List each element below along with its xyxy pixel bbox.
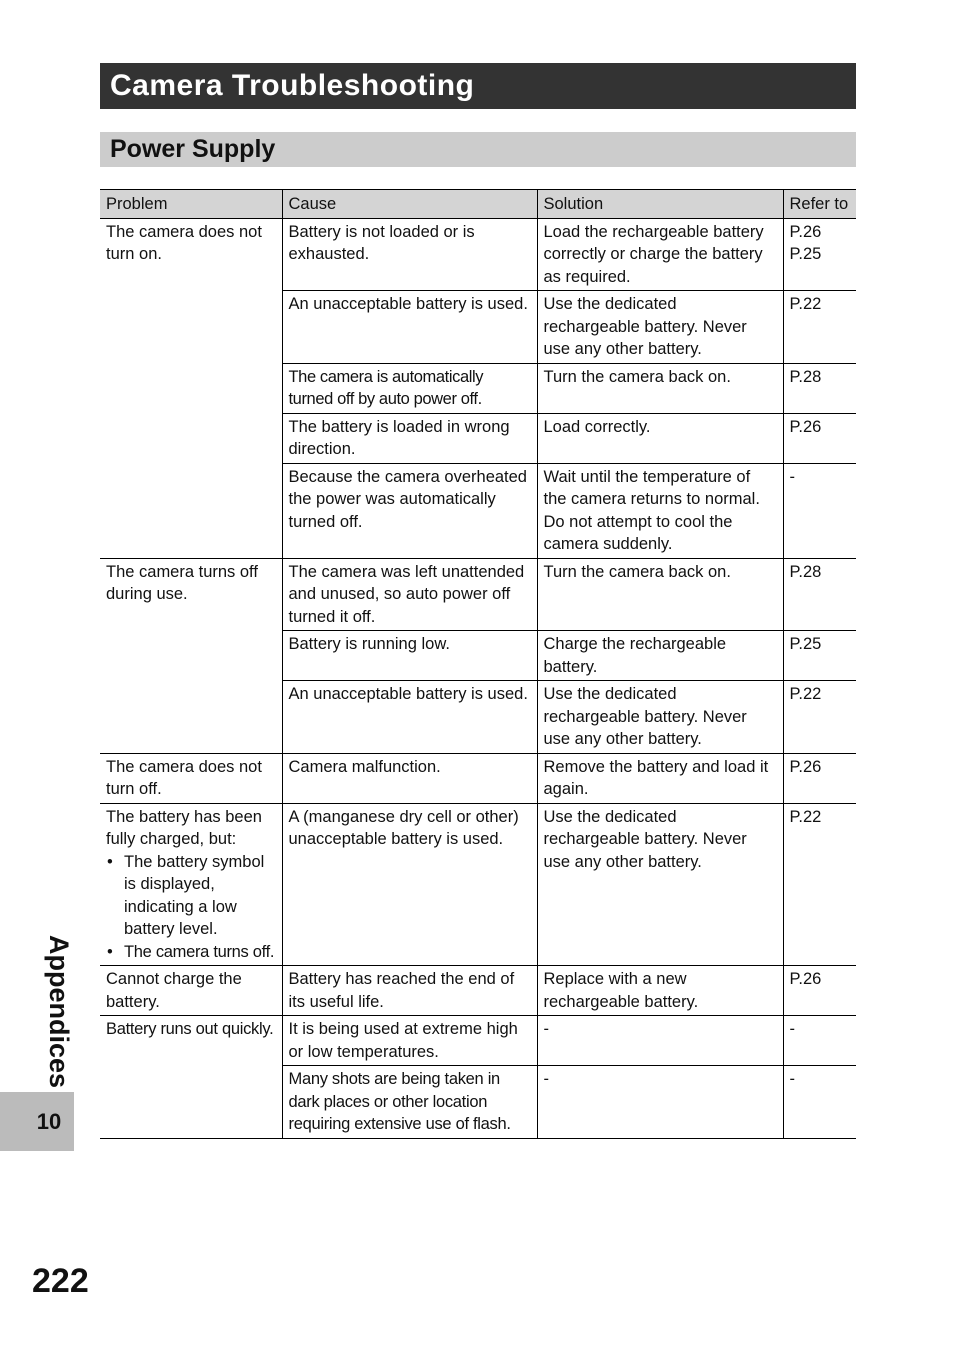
cause-cell: Battery is not loaded or is exhausted. [282, 218, 537, 291]
solution-cell: Charge the rechargeable battery. [537, 631, 783, 681]
refer-cell: P.26 [783, 413, 856, 463]
solution-cell: Turn the camera back on. [537, 363, 783, 413]
side-label-text: Appendices [44, 935, 74, 1089]
table-row [100, 558, 856, 631]
cause-cell: Many shots are being taken in dark places or other location requiring extensive use of flash. [282, 1066, 537, 1139]
table-row [100, 966, 856, 1016]
solution-cell: Use the dedicated rechargeable battery. Never use any other battery. [537, 681, 783, 754]
solution-cell: Wait until the temperature of the camera returns to normal. Do not attempt to cool the camera suddenly. [537, 463, 783, 558]
solution-cell: Use the dedicated rechargeable battery. Never use any other battery. [537, 803, 783, 966]
solution-cell: Load the rechargeable battery correctly or charge the battery as required. [537, 218, 783, 291]
problem-bullet-list [106, 851, 276, 964]
solution-cell: Use the dedicated rechargeable battery. Never use any other battery. [537, 291, 783, 364]
cause-cell: A (manganese dry cell or other) unacceptable battery is used. [282, 803, 537, 966]
troubleshooting-table [100, 189, 856, 1139]
chapter-number: 10 [36, 1109, 62, 1134]
title-bar [100, 63, 856, 109]
refer-cell: P.25 [783, 631, 856, 681]
refer-cell: P.22 [783, 291, 856, 364]
cause-cell: Because the camera overheated the power was automatically turned off. [282, 463, 537, 558]
page-title: Camera Troubleshooting [110, 69, 475, 102]
table-row [100, 803, 856, 966]
problem-cell: The camera does not turn on. [100, 218, 282, 558]
table-row [100, 753, 856, 803]
refer-cell: P.22 [783, 681, 856, 754]
cause-cell: The battery is loaded in wrong direction. [282, 413, 537, 463]
table-row [100, 1016, 856, 1066]
problem-cell: Cannot charge the battery. [100, 966, 282, 1016]
solution-cell: - [537, 1016, 783, 1066]
refer-cell: P.26 [783, 966, 856, 1016]
header-refer-to: Refer to [783, 190, 856, 219]
chapter-tab [0, 1092, 74, 1151]
cause-cell: The camera was left unattended and unused, so auto power off turned it off. [282, 558, 537, 631]
problem-bullet: • The battery symbol is displayed, indicating a low battery level. [124, 851, 276, 941]
refer-cell: P.22 [783, 803, 856, 966]
refer-cell: - [783, 1016, 856, 1066]
cause-cell: Battery has reached the end of its useful life. [282, 966, 537, 1016]
appendices-side-label [26, 935, 74, 1089]
solution-cell: - [537, 1066, 783, 1139]
cause-cell: It is being used at extreme high or low temperatures. [282, 1016, 537, 1066]
cause-cell: An unacceptable battery is used. [282, 291, 537, 364]
problem-cell: The camera turns off during use. [100, 558, 282, 753]
solution-cell: Turn the camera back on. [537, 558, 783, 631]
problem-text: The battery has been fully charged, but: [106, 807, 262, 848]
problem-cell [100, 803, 282, 966]
problem-cell: Battery runs out quickly. [100, 1016, 282, 1139]
solution-cell: Remove the battery and load it again. [537, 753, 783, 803]
header-cause: Cause [282, 190, 537, 219]
refer-cell: P.26 [783, 753, 856, 803]
table-row [100, 218, 856, 291]
refer-cell: P.28 [783, 363, 856, 413]
cause-cell: The camera is automatically turned off by auto power off. [282, 363, 537, 413]
refer-page: P.26 [789, 222, 822, 241]
refer-cell: P.28 [783, 558, 856, 631]
cause-cell: An unacceptable battery is used. [282, 681, 537, 754]
problem-bullet: • The camera turns off. [124, 941, 276, 964]
section-bar [100, 132, 856, 167]
page-number: 222 [32, 1262, 89, 1300]
section-title: Power Supply [110, 135, 276, 163]
refer-cell: - [783, 1066, 856, 1139]
problem-cell: The camera does not turn off. [100, 753, 282, 803]
refer-cell: - [783, 463, 856, 558]
solution-cell: Load correctly. [537, 413, 783, 463]
header-solution: Solution [537, 190, 783, 219]
table-header-row [100, 190, 856, 219]
cause-cell: Camera malfunction. [282, 753, 537, 803]
refer-page: P.25 [789, 245, 822, 263]
cause-cell: Battery is running low. [282, 631, 537, 681]
refer-cell [783, 218, 856, 291]
solution-cell: Replace with a new rechargeable battery. [537, 966, 783, 1016]
header-problem: Problem [100, 190, 282, 219]
